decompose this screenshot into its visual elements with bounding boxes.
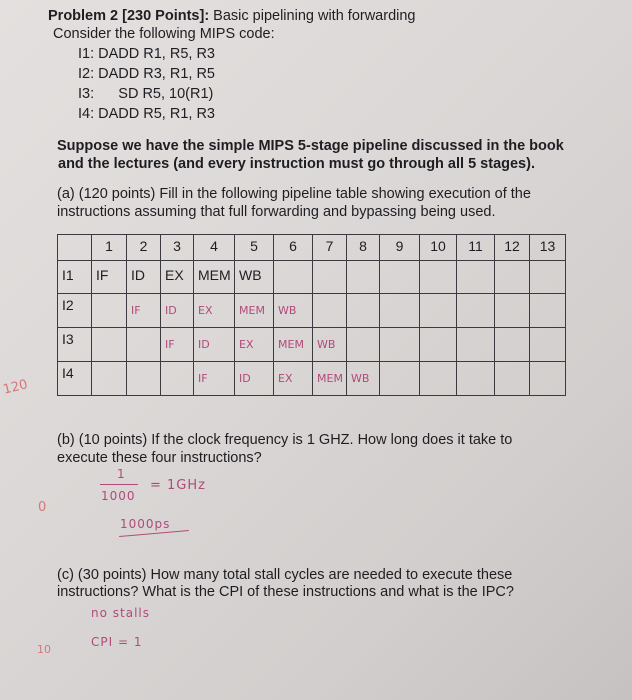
handwritten-stage: IF	[198, 372, 208, 385]
stage-cell	[457, 362, 495, 396]
cycle-header: 1	[92, 235, 127, 261]
stage-cell	[495, 362, 530, 396]
handwritten-stage: WB	[351, 372, 370, 385]
intro-text: Consider the following MIPS code:	[53, 26, 275, 42]
cycle-header: 4	[194, 235, 235, 261]
cycle-header: 9	[380, 235, 420, 261]
stage-cell	[92, 294, 127, 328]
stage-cell	[127, 362, 161, 396]
fraction-bar	[100, 484, 138, 485]
stage-cell	[313, 261, 347, 294]
handwritten-cpi-answer: CPI = 1	[91, 635, 143, 649]
part-b-line-2: execute these four instructions?	[57, 450, 262, 466]
problem-title: Problem 2 [230 Points]:	[48, 8, 210, 24]
stage-cell	[274, 294, 313, 328]
handwritten-stage: MEM	[317, 372, 343, 385]
handwritten-stage: ID	[239, 372, 251, 385]
stage-cell	[457, 261, 495, 294]
handwritten-stage: EX	[278, 372, 293, 385]
handwritten-stage: EX	[198, 304, 213, 317]
handwritten-stage: IF	[165, 338, 175, 351]
stage-cell	[495, 294, 530, 328]
stage-cell	[92, 328, 127, 362]
stage-cell: ID	[127, 261, 161, 294]
table-row-i4	[58, 362, 566, 396]
handwritten-stage: MEM	[278, 338, 304, 351]
stage-cell	[420, 362, 457, 396]
handwritten-time-answer: 1000ps	[120, 517, 171, 531]
stage-cell	[420, 328, 457, 362]
grade-part-c: 10	[37, 643, 51, 656]
stage-cell	[274, 261, 313, 294]
stage-cell	[127, 294, 161, 328]
cycle-header: 8	[347, 235, 380, 261]
instruction-label: I3	[58, 328, 92, 362]
part-c-line-2: instructions? What is the CPI of these instructions and what is the IPC?	[57, 584, 514, 600]
stage-cell	[161, 328, 194, 362]
part-a-line-1: (a) (120 points) Fill in the following pipeline table showing execution of the	[57, 186, 531, 202]
handwritten-fraction-numerator: 1	[117, 467, 126, 481]
stage-cell	[235, 328, 274, 362]
table-row-i2	[58, 294, 566, 328]
stage-cell	[313, 362, 347, 396]
handwritten-frequency: = 1GHz	[150, 478, 206, 493]
stage-cell	[127, 328, 161, 362]
code-line-1: I1: DADD R1, R5, R3	[78, 46, 215, 62]
stage-cell	[313, 328, 347, 362]
stage-cell	[530, 362, 566, 396]
stage-cell	[313, 294, 347, 328]
stage-cell: EX	[161, 261, 194, 294]
instruction-label: I2	[58, 294, 92, 328]
stage-cell	[347, 261, 380, 294]
stage-cell: IF	[92, 261, 127, 294]
cycle-header: 2	[127, 235, 161, 261]
pipeline-description-2: and the lectures (and every instruction must go through all 5 stages).	[58, 156, 535, 172]
table-row-i3	[58, 328, 566, 362]
stage-cell: WB	[235, 261, 274, 294]
code-line-4: I4: DADD R5, R1, R3	[78, 106, 215, 122]
stage-cell	[274, 328, 313, 362]
pipeline-table	[57, 234, 566, 396]
handwritten-stage: IF	[131, 304, 141, 317]
handwritten-stage: EX	[239, 338, 254, 351]
pipeline-description-1: Suppose we have the simple MIPS 5-stage pipeline discussed in the book	[57, 138, 564, 154]
stage-cell	[457, 328, 495, 362]
handwritten-stage: WB	[278, 304, 297, 317]
instruction-label: I1	[58, 261, 92, 294]
stage-cell	[420, 261, 457, 294]
table-row-i1	[58, 261, 566, 294]
stage-cell	[347, 328, 380, 362]
part-c-line-1: (c) (30 points) How many total stall cycles are needed to execute these	[57, 567, 513, 583]
stage-cell	[420, 294, 457, 328]
stage-cell	[495, 328, 530, 362]
part-a-line-2: instructions assuming that full forwarding and bypassing being used.	[57, 204, 496, 220]
handwritten-stage: WB	[317, 338, 336, 351]
stage-cell	[194, 294, 235, 328]
stage-cell	[380, 261, 420, 294]
stage-cell	[380, 362, 420, 396]
stage-cell	[235, 362, 274, 396]
cycle-header: 7	[313, 235, 347, 261]
stage-cell	[380, 328, 420, 362]
stage-cell	[161, 294, 194, 328]
stage-cell	[235, 294, 274, 328]
stage-cell	[347, 294, 380, 328]
stage-cell	[194, 328, 235, 362]
handwritten-stage: MEM	[239, 304, 265, 317]
cycle-header: 11	[457, 235, 495, 261]
cycle-header: 6	[274, 235, 313, 261]
stage-cell	[347, 362, 380, 396]
handwritten-stage: ID	[165, 304, 177, 317]
cycle-header: 13	[530, 235, 566, 261]
handwritten-stage: ID	[198, 338, 210, 351]
stage-cell	[274, 362, 313, 396]
table-header-row	[58, 235, 566, 261]
cycle-header: 5	[235, 235, 274, 261]
stage-cell	[530, 261, 566, 294]
problem-heading	[48, 8, 415, 25]
stage-cell: MEM	[194, 261, 235, 294]
grade-part-a: 120	[1, 377, 30, 398]
stage-cell	[380, 294, 420, 328]
cycle-header: 3	[161, 235, 194, 261]
stage-cell	[194, 362, 235, 396]
code-line-2: I2: DADD R3, R1, R5	[78, 66, 215, 82]
stage-cell	[495, 261, 530, 294]
handwritten-stalls-answer: no stalls	[91, 606, 150, 620]
cycle-header: 10	[420, 235, 457, 261]
grade-part-b: 0	[38, 500, 47, 515]
stage-cell	[92, 362, 127, 396]
header-corner-cell	[58, 235, 92, 261]
cycle-header: 12	[495, 235, 530, 261]
code-line-3: I3: SD R5, 10(R1)	[78, 86, 214, 102]
instruction-label: I4	[58, 362, 92, 396]
stage-cell	[530, 328, 566, 362]
answer-underline	[119, 530, 189, 537]
part-b-line-1: (b) (10 points) If the clock frequency is 1 GHZ. How long does it take to	[57, 432, 513, 448]
stage-cell	[530, 294, 566, 328]
handwritten-fraction-denominator: 1000	[101, 489, 136, 503]
problem-subtitle: Basic pipelining with forwarding	[209, 8, 416, 24]
stage-cell	[457, 294, 495, 328]
stage-cell	[161, 362, 194, 396]
